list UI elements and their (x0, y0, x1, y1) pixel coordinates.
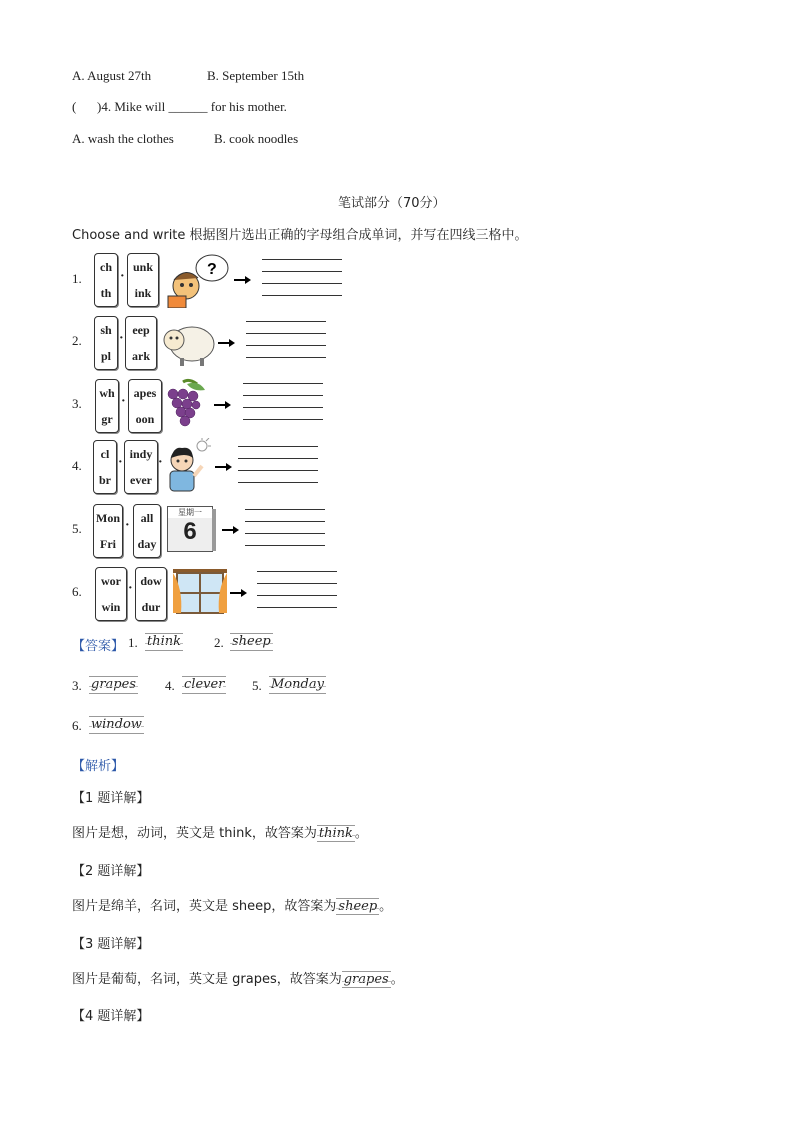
detail-heading: 【2 题详解】 (72, 864, 150, 879)
card-option: cl (100, 446, 110, 461)
arrow-icon (218, 339, 236, 347)
letter-card-left (95, 379, 119, 433)
four-line-grid (238, 446, 318, 484)
letter-card-right (124, 440, 158, 494)
arrow-icon (215, 463, 233, 471)
card-option: pl (100, 348, 111, 363)
letter-card-left (93, 440, 117, 494)
q4-option-b: B. cook noodles (214, 131, 299, 146)
q4-paren: ( (72, 99, 77, 114)
answer-word: sheep (232, 634, 271, 649)
dot: · (158, 455, 163, 470)
card-option: apes (133, 385, 157, 400)
answer-word: grapes (91, 677, 136, 692)
grapes-icon (163, 378, 209, 430)
q3-option-b: B. September 15th (207, 68, 305, 83)
card-option: ch (100, 259, 112, 274)
thinking-man-icon (166, 252, 232, 308)
detail-answer-word: think (318, 826, 353, 841)
detail-heading: 【4 题详解】 (72, 1009, 150, 1024)
item-number: 2. (72, 333, 82, 348)
item-number: 5. (72, 521, 82, 536)
window-icon (173, 569, 227, 615)
clever-boy-icon (164, 438, 212, 492)
letter-card-left (93, 504, 123, 558)
four-line-grid (262, 259, 342, 297)
answer-number: 2. (214, 635, 224, 650)
dot: · (120, 269, 125, 284)
section-title: 笔试部分（70分） (338, 196, 446, 211)
card-option: unk (132, 259, 154, 274)
answer-number: 3. (72, 678, 82, 693)
card-option: gr (101, 411, 113, 426)
card-option: indy (129, 446, 153, 461)
item-number: 4. (72, 458, 82, 473)
card-option: eep (132, 322, 150, 337)
arrow-icon (222, 526, 240, 534)
detail-heading: 【3 题详解】 (72, 937, 150, 952)
answer-word: window (91, 717, 142, 732)
card-option: oon (135, 411, 155, 426)
card-option: Fri (100, 536, 116, 551)
card-option: br (99, 472, 111, 487)
item-number: 3. (72, 396, 82, 411)
q4-question: )4. Mike will ______ for his mother. (97, 99, 287, 114)
card-option: win (101, 599, 121, 614)
dot: · (121, 394, 126, 409)
four-line-grid (243, 383, 323, 421)
q3-option-a: A. August 27th (72, 68, 152, 83)
card-option: wh (99, 385, 115, 400)
letter-card-right (133, 504, 161, 558)
card-option: all (140, 510, 154, 525)
detail-text (72, 895, 392, 915)
card-option: th (100, 285, 112, 300)
detail-text (72, 822, 368, 842)
svg-text:?: ? (207, 261, 217, 278)
card-option: Mon (96, 510, 120, 525)
card-option: sh (100, 322, 112, 337)
arrow-icon (230, 589, 248, 597)
item-number: 6. (72, 584, 82, 599)
four-line-grid (257, 571, 337, 609)
card-option: ever (130, 472, 152, 487)
card-option: dow (140, 573, 162, 588)
dot: · (125, 518, 130, 533)
card-option: ark (132, 348, 150, 363)
letter-card-left (95, 567, 127, 621)
dot: · (119, 331, 124, 346)
q4-option-a: A. wash the clothes (72, 131, 174, 146)
detail-heading: 【1 题详解】 (72, 791, 150, 806)
detail-end: 。 (379, 899, 393, 914)
detail-text (72, 968, 404, 988)
letter-card-right (128, 379, 162, 433)
dot: · (118, 455, 123, 470)
letter-card-right (125, 316, 157, 370)
sheep-icon (160, 318, 216, 368)
answer-number: 5. (252, 678, 262, 693)
answer-label: 【答案】 (72, 639, 125, 654)
arrow-icon (214, 401, 232, 409)
arrow-icon (234, 276, 252, 284)
answer-word: think (147, 634, 182, 649)
instruction: Choose and write 根据图片选出正确的字母组合成单词，并写在四线三格中。 (72, 228, 528, 243)
answer-number: 4. (165, 678, 175, 693)
calendar-header: 星期一 (168, 507, 212, 518)
letter-card-left (94, 316, 118, 370)
detail-answer-word: sheep (338, 899, 378, 914)
answer-number: 1. (128, 635, 138, 650)
dot: · (128, 581, 133, 596)
card-option: ink (134, 285, 152, 300)
four-line-grid (245, 509, 325, 547)
detail-end: 。 (390, 972, 404, 987)
analysis-label: 【解析】 (72, 759, 125, 774)
detail-answer-word: grapes (343, 972, 389, 987)
letter-card-right (135, 567, 167, 621)
answer-number: 6. (72, 718, 82, 733)
answer-word: Monday (271, 677, 324, 692)
detail-sentence: 图片是想，动词，英文是 think，故答案为 (72, 826, 317, 841)
card-option: wor (101, 573, 121, 588)
calendar-day: 6 (183, 518, 197, 545)
detail-sentence: 图片是葡萄，名词，英文是 grapes，故答案为 (72, 972, 342, 987)
four-line-grid (246, 321, 326, 359)
letter-card-left (94, 253, 118, 307)
calendar-icon (167, 506, 213, 552)
letter-card-right (127, 253, 159, 307)
detail-sentence: 图片是绵羊，名词，英文是 sheep，故答案为 (72, 899, 337, 914)
item-number: 1. (72, 271, 82, 286)
detail-end: 。 (354, 826, 368, 841)
card-option: dur (141, 599, 161, 614)
answer-word: clever (184, 677, 225, 692)
card-option: day (137, 536, 157, 551)
